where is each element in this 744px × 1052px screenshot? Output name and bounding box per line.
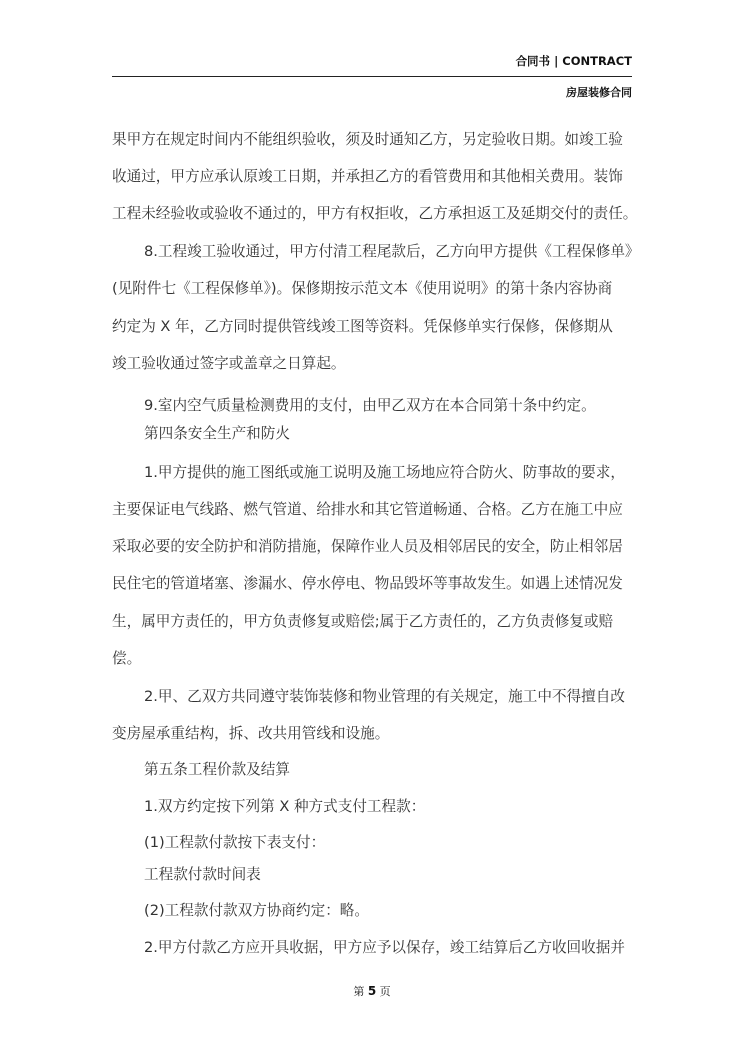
- header-divider: [112, 76, 632, 77]
- body-line: 1.双方约定按下列第 X 种方式支付工程款：: [144, 798, 426, 815]
- body-line: (2)工程款付款双方协商约定：略。: [144, 902, 369, 919]
- header-title: 合同书 | CONTRACT: [515, 54, 632, 68]
- body-line: (1)工程款付款按下表支付：: [144, 834, 326, 851]
- body-line: (见附件七《工程保修单》)。保修期按示范文本《使用说明》的第十条内容协商: [112, 280, 613, 297]
- body-line: 民住宅的管道堵塞、渗漏水、停水停电、物品毁坏等事故发生。如遇上述情况发: [112, 575, 623, 592]
- section-heading: 第五条工程价款及结算: [144, 761, 290, 778]
- body-line: 变房屋承重结构，拆、改共用管线和设施。: [112, 725, 390, 742]
- body-line: 收通过，甲方应承认原竣工日期，并承担乙方的看管费用和其他相关费用。装饰: [112, 168, 623, 185]
- body-line: 偿。: [112, 650, 142, 667]
- page-number: 5: [367, 984, 377, 998]
- section-heading: 第四条安全生产和防火: [144, 425, 290, 442]
- footer-prefix: 第: [353, 985, 365, 998]
- table-caption: 工程款付款时间表: [144, 866, 261, 883]
- body-line: 2.甲、乙双方共同遵守装饰装修和物业管理的有关规定，施工中不得擅自改: [144, 688, 625, 705]
- body-line: 生，属甲方责任的，甲方负责修复或赔偿;属于乙方责任的，乙方负责修复或赔: [112, 613, 614, 630]
- body-line: 主要保证电气线路、燃气管道、给排水和其它管道畅通、合格。乙方在施工中应: [112, 501, 623, 518]
- body-line: 竣工验收通过签字或盖章之日算起。: [112, 355, 346, 372]
- body-line: 1.甲方提供的施工图纸或施工说明及施工场地应符合防火、防事故的要求，: [144, 464, 625, 481]
- body-line: 8.工程竣工验收通过，甲方付清工程尾款后，乙方向甲方提供《工程保修单》: [144, 243, 640, 260]
- footer-suffix: 页: [379, 985, 391, 998]
- body-line: 9.室内空气质量检测费用的支付，由甲乙双方在本合同第十条中约定。: [144, 397, 596, 414]
- body-line: 2.甲方付款乙方应开具收据，甲方应予以保存，竣工结算后乙方收回收据并: [144, 939, 625, 956]
- body-line: 工程未经验收或验收不通过的，甲方有权拒收，乙方承担返工及延期交付的责任。: [112, 205, 638, 222]
- header-subtitle: 房屋装修合同: [566, 86, 632, 99]
- page-footer: [0, 983, 744, 999]
- body-line: 约定为 X 年，乙方同时提供管线竣工图等资料。凭保修单实行保修，保修期从: [112, 318, 613, 335]
- body-line: 果甲方在规定时间内不能组织验收，须及时通知乙方，另定验收日期。如竣工验: [112, 131, 623, 148]
- body-line: 采取必要的安全防护和消防措施，保障作业人员及相邻居民的安全，防止相邻居: [112, 538, 623, 555]
